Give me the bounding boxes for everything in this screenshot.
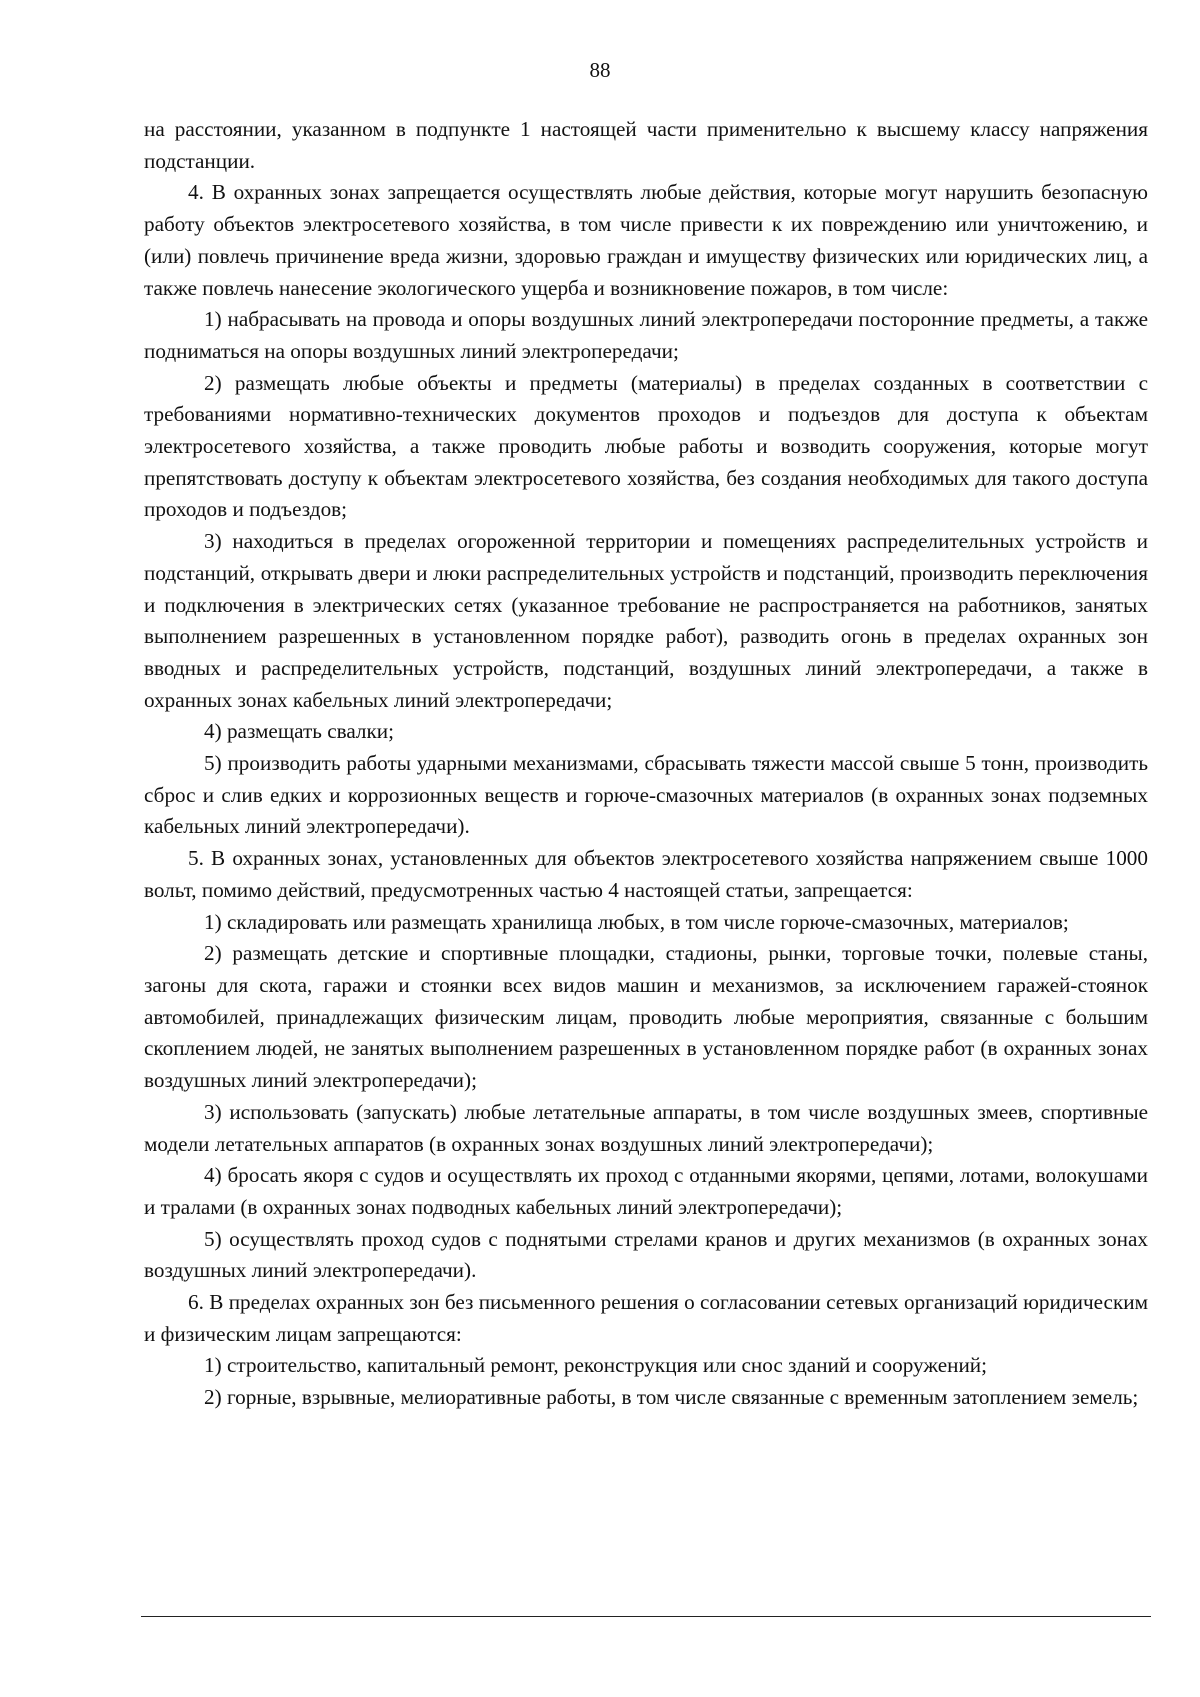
paragraph-part-5: 5. В охранных зонах, установленных для объектов электросетевого хозяйства напряжением свыше 1000 вольт, помимо действий, предусмотренных частью 4 настоящей статьи, запрещается:	[144, 846, 1148, 902]
document-body	[144, 114, 1148, 1414]
list-item: 1) складировать или размещать хранилища любых, в том числе горюче-смазочных, материалов;	[204, 909, 1069, 934]
list-item: 5) осуществлять проход судов с поднятыми стрелами кранов и других механизмов (в охранных зонах воздушных линий электропередачи).	[144, 1226, 1148, 1283]
list-item: 2) горные, взрывные, мелиоративные работы, в том числе связанные с временным затоплением земель;	[204, 1385, 1139, 1410]
list-item: 1) набрасывать на провода и опоры воздушных линий электропередачи посторонние предметы, а также подниматься на опоры воздушных линий электропередачи;	[144, 307, 1148, 363]
paragraph-part-4: 4. В охранных зонах запрещается осуществлять любые действия, которые могут нарушить безопасную работу объектов электросетевого хозяйства, в том числе привести к их повреждению или уничтожению, и (или) повлечь причинение вреда жизни, здоровью граждан и имуществу физических или юридических лиц, а также повлечь нанесение экологического ущерба и возникновение пожаров, в том числе:	[144, 180, 1148, 300]
list-item: 5) производить работы ударными механизмами, сбрасывать тяжести массой свыше 5 тонн, производить сброс и слив едких и коррозионных веществ и горюче-смазочных материалов (в охранных зонах подземных кабельных линий электропередачи).	[144, 751, 1148, 839]
list-item: 4) размещать свалки;	[204, 719, 395, 744]
paragraph-continuation: на расстоянии, указанном в подпункте 1 настоящей части применительно к высшему классу напряжения подстанции.	[144, 117, 1148, 173]
list-item: 4) бросать якоря с судов и осуществлять их проход с отданными якорями, цепями, лотами, волокушами и тралами (в охранных зонах подводных кабельных линий электропередачи);	[144, 1163, 1148, 1219]
page-number: 88	[589, 58, 611, 82]
list-item: 2) размещать любые объекты и предметы (материалы) в пределах созданных в соответствии с требованиями нормативно-технических документов проходов и подъездов для доступа к объектам электросетевого хозяйства, а также проводить любые работы и возводить сооружения, которые могут препятствовать доступу к объектам электросетевого хозяйства, без создания необходимых для такого доступа проходов и подъездов;	[144, 370, 1148, 522]
list-item: 1) строительство, капитальный ремонт, реконструкция или снос зданий и сооружений;	[204, 1353, 988, 1378]
list-item: 3) находиться в пределах огороженной территории и помещениях распределительных устройств и подстанций, открывать двери и люки распределительных устройств и подстанций, производить переключения и подключения в электрических сетях (указанное требование не распространяется на работников, занятых выполнением разрешенных в установленном порядке работ), разводить огонь в пределах охранных зон вводных и распределительных устройств, подстанций, воздушных линий электропередачи, а также в охранных зонах кабельных линий электропередачи;	[144, 529, 1148, 712]
paragraph-part-6: 6. В пределах охранных зон без письменного решения о согласовании сетевых организаций юридическим и физическим лицам запрещаются:	[144, 1290, 1148, 1346]
list-item: 3) использовать (запускать) любые летательные аппараты, в том числе воздушных змеев, спортивные модели летательных аппаратов (в охранных зонах воздушных линий электропередачи);	[144, 1099, 1148, 1156]
footer-divider	[141, 1616, 1151, 1617]
list-item: 2) размещать детские и спортивные площадки, стадионы, рынки, торговые точки, полевые станы, загоны для скота, гаражи и стоянки всех видов машин и механизмов, за исключением гаражей-стоянок автомобилей, принадлежащих физическим лицам, проводить любые мероприятия, связанные с большим скоплением людей, не занятых выполнением разрешенных в установленном порядке работ (в охранных зонах воздушных линий электропередачи);	[144, 941, 1148, 1093]
